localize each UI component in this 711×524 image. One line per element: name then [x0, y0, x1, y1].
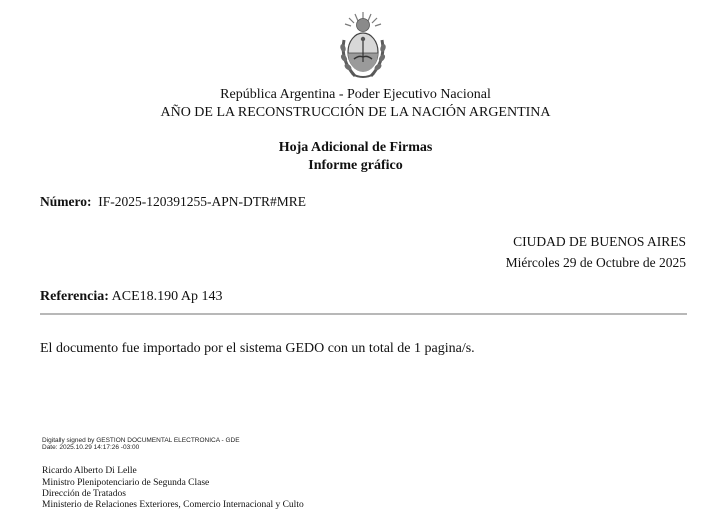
signer-ministry: Ministerio de Relaciones Exteriores, Comercio Internacional y Culto	[42, 500, 304, 510]
document-subtitle: Informe gráfico	[308, 158, 403, 173]
date: Miércoles 29 de Octubre de 2025	[505, 255, 686, 270]
divider-rule	[40, 313, 687, 315]
digital-signature-date: Date: 2025.10.29 14:17:26 -03:00	[42, 444, 140, 451]
header-year-motto: AÑO DE LA RECONSTRUCCIÓN DE LA NACIÓN ARGENTINA	[160, 105, 551, 120]
reference-label: Referencia:	[40, 289, 109, 304]
signer-office: Dirección de Tratados	[42, 489, 126, 499]
number-label: Número:	[40, 194, 92, 209]
body-text: El documento fue importado por el sistema GEDO con un total de 1 pagina/s.	[40, 341, 475, 356]
argentina-coat-of-arms-icon	[337, 10, 389, 82]
digital-signature-line: Digitally signed by GESTION DOCUMENTAL ELECTRONICA - GDE	[42, 437, 240, 444]
reference	[40, 289, 223, 305]
document-number	[40, 194, 306, 210]
signer-position: Ministro Plenipotenciario de Segunda Clase	[42, 478, 210, 488]
header-republic: República Argentina - Poder Ejecutivo Nacional	[220, 87, 491, 102]
document-title: Hoja Adicional de Firmas	[278, 140, 433, 155]
signer-name: Ricardo Alberto Di Lelle	[42, 466, 137, 476]
reference-value: ACE18.190 Ap 143	[111, 289, 223, 304]
city: CIUDAD DE BUENOS AIRES	[513, 234, 686, 249]
number-value: IF-2025-120391255-APN-DTR#MRE	[98, 194, 306, 209]
